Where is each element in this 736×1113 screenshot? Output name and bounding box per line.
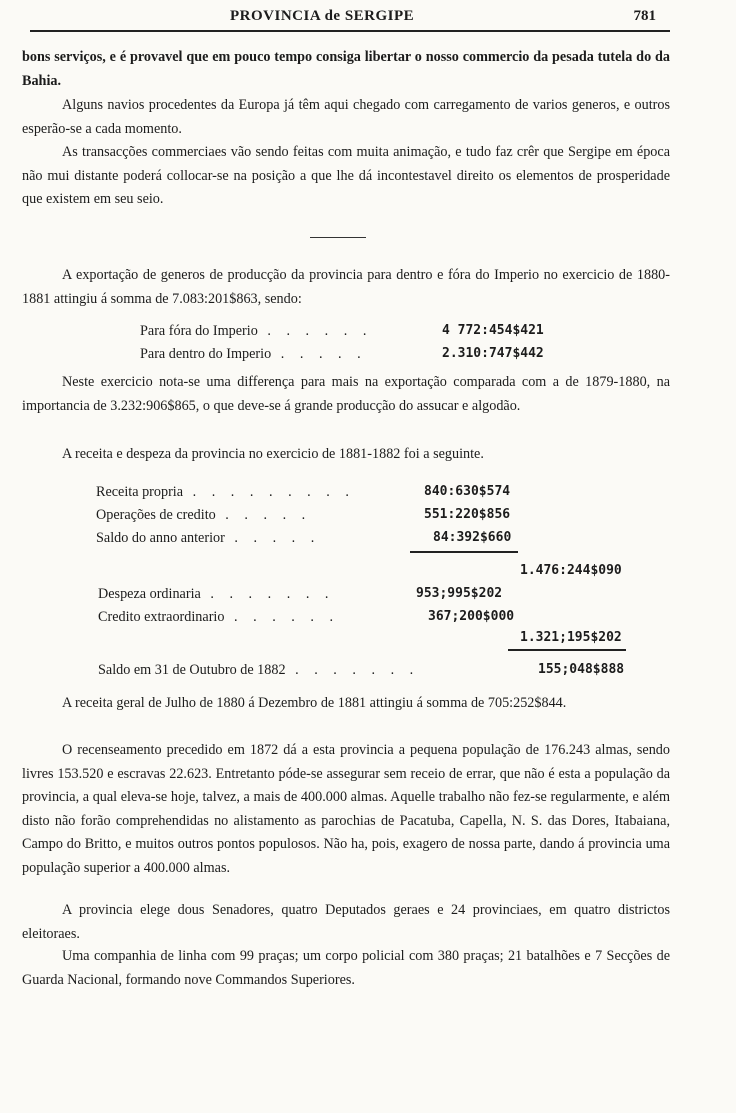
paragraph-8: O recenseamento precedido em 1872 dá a esta provincia a pequena população de 176.243 almas, sendo livres 153.520 e escravas 22.623. Entretanto póde-se assegurar sem receio de errar, que não é esta a população da provincia, a qual eleva-se hoje, talvez, a mais de 400.000 almas. Aquelle trabalho não fez-se regularmente, e além disto não forão comprehendidas no alistamento as parochias de Pacatuba, Capella, N. S. das Dores, Itabaiana, Campo do Britto, e muitos outros pontos populosos. Não ha, pois, exagero de nossa parte, dando á provincia uma população superior a 400.000 almas. [22, 742, 670, 876]
expense-row-value: 367;200$000 [428, 609, 515, 624]
export-row-value: 4 772:454$421 [442, 323, 544, 338]
paragraph-1: bons serviços, e é provavel que em pouco tempo consiga libertar o nosso commercio da pesada tutela do da Bahia. [22, 49, 670, 89]
paragraph-4: A exportação de generos de producção da provincia para dentro e fóra do Imperio no exercicio de 1880-1881 attingiu á somma de 7.083:201$863, sendo: [22, 267, 670, 307]
page-number: 781 [633, 8, 656, 24]
expense-row-value: 953;995$202 [416, 586, 503, 601]
paragraph-7: A receita geral de Julho de 1880 á Dezembro de 1881 attingiu á somma de 705:252$844. [62, 695, 567, 711]
revenue-row-value: 551:220$856 [424, 507, 511, 522]
revenue-row-value: 840:630$574 [424, 484, 511, 499]
export-row-value: 2.310:747$442 [442, 346, 544, 361]
sum-rule [410, 551, 518, 553]
revenue-row-value: 84:392$660 [433, 530, 512, 545]
header-rule [30, 30, 670, 32]
page-header [30, 6, 670, 30]
paragraph-3: As transacções commerciaes vão sendo feitas com muita animação, e tudo faz crêr que Sergipe em época não mui distante poderá collocar-se na posição a que lhe dá incontestavel direito os elementos de prosperidade que existem em seu seio. [22, 144, 670, 207]
revenue-row-label: Operações de credito . . . . . [96, 507, 312, 523]
sum-rule [508, 649, 626, 651]
export-row-label: Para fóra do Imperio . . . . . . [140, 323, 373, 339]
export-row-label: Para dentro do Imperio . . . . . [140, 346, 367, 362]
section-divider [310, 237, 366, 238]
revenue-row-label: Saldo do anno anterior . . . . . [96, 530, 321, 546]
expense-row-label: Credito extraordinario . . . . . . [98, 609, 340, 625]
paragraph-10: Uma companhia de linha com 99 praças; um corpo policial com 380 praças; 21 batalhões e 7 Secções de Guarda Nacional, formando nove Commandos Superiores. [22, 948, 670, 988]
running-title: PROVINCIA de SERGIPE [230, 8, 415, 24]
paragraph-6: A receita e despeza da provincia no exercicio de 1881-1882 foi a seguinte. [62, 446, 484, 462]
balance-label: Saldo em 31 de Outubro de 1882 . . . . . . . [98, 662, 420, 678]
revenue-row-label: Receita propria . . . . . . . . . [96, 484, 355, 500]
paragraph-9: A provincia elege dous Senadores, quatro Deputados geraes e 24 provinciaes, em quatro districtos eleitoraes. [22, 902, 670, 942]
revenue-total: 1.476:244$090 [520, 563, 622, 578]
expense-row-label: Despeza ordinaria . . . . . . . [98, 586, 335, 602]
balance-value: 155;048$888 [538, 662, 625, 677]
expense-total: 1.321;195$202 [520, 630, 622, 645]
paragraph-2: Alguns navios procedentes da Europa já têm aqui chegado com carregamento de varios generos, e outros esperão-se a cada momento. [22, 97, 670, 137]
paragraph-5: Neste exercicio nota-se uma differença para mais na exportação comparada com a de 1879-1880, na importancia de 3.232:906$865, o que deve-se á grande producção do assucar e algodão. [22, 374, 670, 414]
